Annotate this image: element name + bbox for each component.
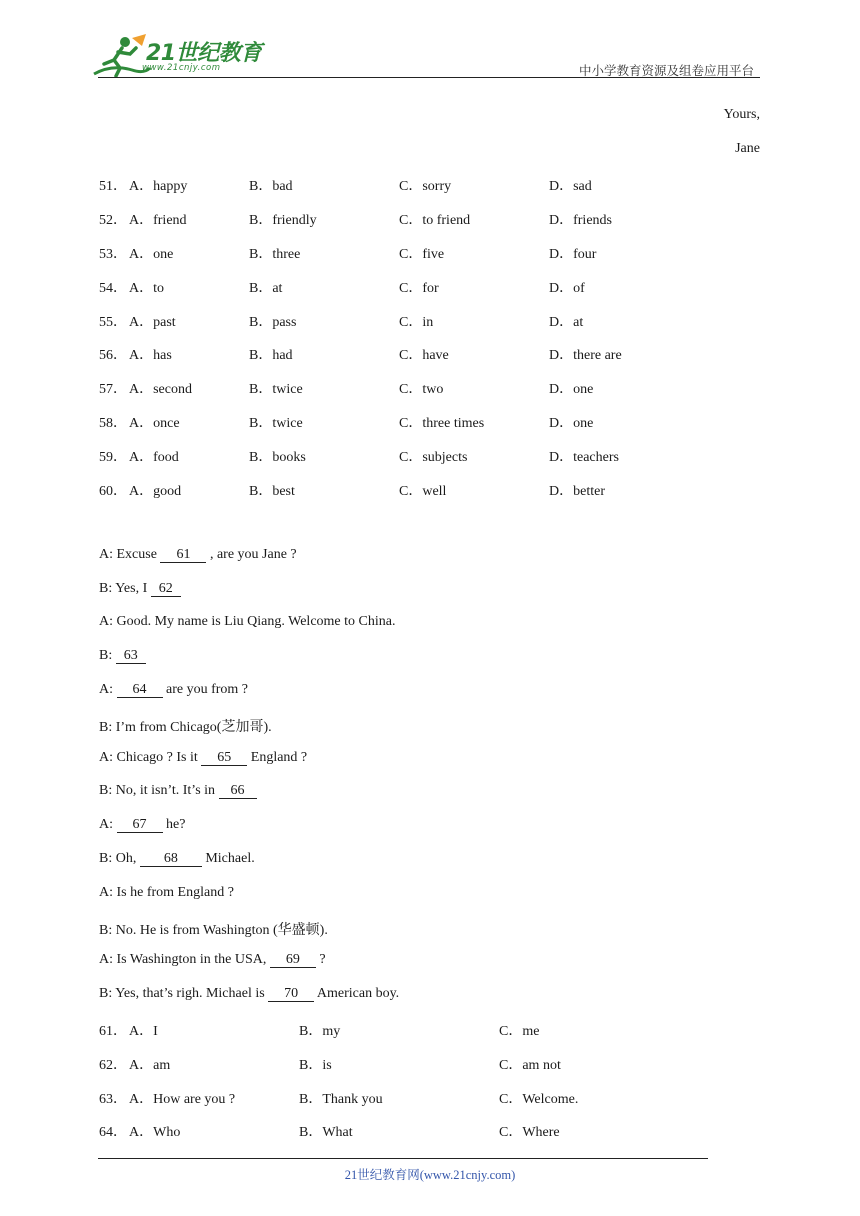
option-b: B．books xyxy=(249,450,306,465)
option-b: B．is xyxy=(299,1058,332,1073)
option-b: B．What xyxy=(299,1125,353,1140)
line-text: are you from ? xyxy=(162,682,249,697)
question-number: 58． xyxy=(99,416,127,431)
question-number: 64． xyxy=(99,1125,127,1140)
question-number: 57． xyxy=(99,382,127,397)
question-number: 60． xyxy=(99,484,127,499)
question-number: 55． xyxy=(99,315,127,330)
line-text: he? xyxy=(162,817,186,832)
line-text: A: Is Washington in the USA, xyxy=(99,952,270,967)
option-d: D．at xyxy=(549,315,584,330)
answer-blank: 67 xyxy=(117,817,163,833)
answer-blank: 64 xyxy=(117,682,163,698)
question-number: 59． xyxy=(99,450,127,465)
letter-closing: Yours, xyxy=(723,107,760,122)
dialogue-line xyxy=(99,648,146,664)
line-text: A: xyxy=(99,817,117,832)
line-text: American boy. xyxy=(314,986,400,1001)
option-c: C．Welcome. xyxy=(499,1092,579,1107)
dialogue-line xyxy=(99,750,307,766)
header-platform-text: 中小学教育资源及组卷应用平台 xyxy=(578,63,754,78)
option-a: A．Who xyxy=(129,1125,181,1140)
option-b: B．pass xyxy=(249,315,297,330)
question-number: 63． xyxy=(99,1092,127,1107)
dialogue-line xyxy=(99,682,248,698)
option-b: B．best xyxy=(249,484,295,499)
option-a: A．food xyxy=(129,450,179,465)
option-a: A．happy xyxy=(129,179,188,194)
option-a: A．second xyxy=(129,382,192,397)
line-text: B: No, it isn’t. It’s in xyxy=(99,783,219,798)
option-c: C．Where xyxy=(499,1125,560,1140)
option-c: C．five xyxy=(399,247,445,262)
option-c: C．two xyxy=(399,382,444,397)
line-text: A: Chicago ? Is it xyxy=(99,750,202,765)
option-c: C．sorry xyxy=(399,179,452,194)
option-a: A．once xyxy=(129,416,180,431)
option-a: A．am xyxy=(129,1058,171,1073)
footer-divider xyxy=(98,1158,708,1159)
option-a: A．has xyxy=(129,348,172,363)
option-a: A．one xyxy=(129,247,174,262)
option-a: A．good xyxy=(129,484,182,499)
option-c: C．for xyxy=(399,281,439,296)
dialogue-line: A: Good. My name is Liu Qiang. Welcome to China. xyxy=(99,614,396,629)
option-d: D．friends xyxy=(549,213,612,228)
option-d: D．one xyxy=(549,416,594,431)
line-text: Michael. xyxy=(201,851,255,866)
question-number: 61． xyxy=(99,1024,127,1039)
answer-blank: 68 xyxy=(140,851,202,867)
line-text: A: xyxy=(99,682,117,697)
line-text: B: Yes, I xyxy=(99,581,151,596)
question-number: 54． xyxy=(99,281,127,296)
dialogue-line xyxy=(99,783,257,799)
answer-blank: 69 xyxy=(270,952,316,968)
option-c: C．in xyxy=(399,315,434,330)
option-d: D．four xyxy=(549,247,597,262)
option-d: D．sad xyxy=(549,179,592,194)
option-c: C．well xyxy=(399,484,447,499)
option-c: C．have xyxy=(399,348,449,363)
question-number: 56． xyxy=(99,348,127,363)
dialogue-line: B: I’m from Chicago(芝加哥). xyxy=(99,720,272,735)
option-d: D．one xyxy=(549,382,594,397)
answer-blank: 66 xyxy=(219,783,257,799)
logo-url: www.21cnjy.com xyxy=(142,63,221,73)
answer-blank: 63 xyxy=(116,648,146,664)
option-b: B．had xyxy=(249,348,293,363)
dialogue-line xyxy=(99,547,297,563)
option-a: A．past xyxy=(129,315,176,330)
option-c: C．three times xyxy=(399,416,485,431)
option-b: B．bad xyxy=(249,179,293,194)
dialogue-line xyxy=(99,817,185,833)
dialogue-line xyxy=(99,851,255,867)
answer-blank: 62 xyxy=(151,581,181,597)
option-a: A．friend xyxy=(129,213,187,228)
option-c: C．me xyxy=(499,1024,540,1039)
header-divider xyxy=(98,77,760,78)
option-d: D．teachers xyxy=(549,450,619,465)
line-text: England ? xyxy=(247,750,308,765)
option-d: D．better xyxy=(549,484,605,499)
answer-blank: 61 xyxy=(160,547,206,563)
option-b: B．friendly xyxy=(249,213,317,228)
option-c: C．subjects xyxy=(399,450,468,465)
option-b: B．twice xyxy=(249,416,303,431)
line-text: B: Yes, that’s righ. Michael is xyxy=(99,986,269,1001)
option-b: B．Thank you xyxy=(299,1092,383,1107)
letter-signer: Jane xyxy=(735,141,760,156)
option-c: C．to friend xyxy=(399,213,471,228)
dialogue-line xyxy=(99,952,326,968)
question-number: 53． xyxy=(99,247,127,262)
logo xyxy=(92,34,262,78)
option-d: D．there are xyxy=(549,348,622,363)
option-b: B．at xyxy=(249,281,283,296)
footer-link[interactable]: 21世纪教育网(www.21cnjy.com) xyxy=(344,1168,516,1182)
answer-blank: 70 xyxy=(268,986,314,1002)
option-b: B．three xyxy=(249,247,301,262)
question-number: 51． xyxy=(99,179,127,194)
line-text: , are you Jane ? xyxy=(206,547,297,562)
option-c: C．am not xyxy=(499,1058,561,1073)
option-a: A．I xyxy=(129,1024,158,1039)
option-a: A．to xyxy=(129,281,164,296)
page-header xyxy=(0,0,860,80)
logo-text: 21世纪教育 xyxy=(146,41,262,66)
line-text: A: Excuse xyxy=(99,547,161,562)
dialogue-line: A: Is he from England ? xyxy=(99,885,234,900)
option-b: B．my xyxy=(299,1024,341,1039)
option-d: D．of xyxy=(549,281,585,296)
dialogue-line: B: No. He is from Washington (华盛顿). xyxy=(99,923,328,938)
question-number: 52． xyxy=(99,213,127,228)
dialogue-line xyxy=(99,581,181,597)
answer-blank: 65 xyxy=(201,750,247,766)
question-number: 62． xyxy=(99,1058,127,1073)
option-a: A．How are you ? xyxy=(129,1092,236,1107)
dialogue-line xyxy=(99,986,399,1002)
line-text: B: xyxy=(99,648,116,663)
line-text: ? xyxy=(315,952,326,967)
line-text: B: Oh, xyxy=(99,851,140,866)
option-b: B．twice xyxy=(249,382,303,397)
